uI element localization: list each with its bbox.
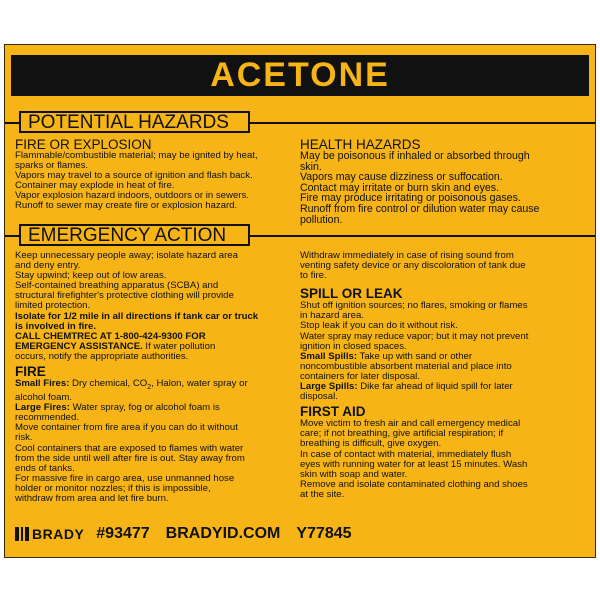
health-hazards-section xyxy=(300,138,592,225)
hazard-label xyxy=(4,44,596,558)
action-line: Self-contained breathing apparatus (SCBA) and xyxy=(15,280,219,292)
first-aid-heading: FIRST AID xyxy=(300,404,366,420)
spill-line: containers for later disposal. xyxy=(300,370,420,382)
first-aid-line: Remove and isolate contaminated clothing and shoes xyxy=(300,478,528,490)
action-line: Stay upwind; keep out of low areas. xyxy=(15,270,167,282)
first-aid-line: In case of contact with material, immediately flush xyxy=(300,448,512,460)
small-fires-line xyxy=(15,379,298,393)
emergency-left-column xyxy=(15,251,298,504)
first-aid-line: eyes with running water for at least 15 minutes. Wash xyxy=(300,458,528,470)
hazard-line: sparks or flames. xyxy=(15,160,89,172)
first-aid-line: Move victim to fresh air and call emergency medical xyxy=(300,418,521,430)
spill-line: Shut off ignition sources; no flares, smoking or flames xyxy=(300,300,528,312)
emergency-right-column xyxy=(300,251,592,500)
brand-name: BRADY xyxy=(32,526,85,542)
chemtrec-line: CALL CHEMTREC AT 1-800-424-9300 FOR xyxy=(15,330,206,342)
spill-line: ignition in closed spaces. xyxy=(300,340,407,352)
product-code: Y77845 xyxy=(296,525,352,542)
label-footer xyxy=(15,523,368,545)
health-line: Contact may irritate or burn skin and eyes. xyxy=(300,181,500,194)
large-fires-text: Water spray, fog or alcohol foam is xyxy=(69,402,220,414)
health-hazards-heading: HEALTH HAZARDS xyxy=(300,137,421,152)
health-line: skin. xyxy=(300,160,322,173)
fire-line: Cool containers that are exposed to flames with water xyxy=(15,442,244,454)
spill-line: in hazard area. xyxy=(300,310,364,322)
spill-line: Stop leak if you can do it without risk. xyxy=(300,320,458,332)
small-fires-text: Dry chemical, CO xyxy=(69,378,148,390)
fire-line: risk. xyxy=(15,432,33,444)
large-spills-line: disposal. xyxy=(300,391,338,403)
health-line: Vapors may cause dizziness or suffocation. xyxy=(300,171,503,184)
large-spills-label: Large Spills: xyxy=(300,381,358,393)
spill-line: Water spray may reduce vapor; but it may not prevent xyxy=(300,330,529,342)
fire-heading: FIRE xyxy=(15,364,46,380)
health-line: Fire may produce irritating or poisonous gases. xyxy=(300,192,521,205)
large-spills-line xyxy=(300,382,592,392)
large-fires-line: recommended. xyxy=(15,412,79,424)
first-aid-line: skin with soap and water. xyxy=(300,468,408,480)
emergency-action-heading: EMERGENCY ACTION xyxy=(19,224,250,246)
health-line: May be poisonous if inhaled or absorbed through xyxy=(300,150,530,162)
small-fires-text: , Halon, water spray or xyxy=(151,378,248,390)
health-line: Runoff from fire control or dilution water may cause xyxy=(300,202,540,215)
hazard-line: Flammable/combustible material; may be ignited by heat, xyxy=(15,150,258,161)
fire-line: withdraw from area and let fire burn. xyxy=(15,492,169,504)
potential-hazards-heading: POTENTIAL HAZARDS xyxy=(19,111,250,133)
fire-line: from the side until well after fire is out. Stay away from xyxy=(15,452,245,464)
fire-line: For massive fire in cargo area, use unmanned hose xyxy=(15,472,235,484)
spill-or-leak-heading: SPILL OR LEAK xyxy=(300,286,403,302)
large-fires-label: Large Fires: xyxy=(15,402,70,414)
action-line: Keep unnecessary people away; isolate hazard area xyxy=(15,250,238,261)
large-spills-text: Dike far ahead of liquid spill for later xyxy=(357,381,513,393)
action-line: limited protection. xyxy=(15,300,91,312)
part-number: #93477 xyxy=(96,525,150,542)
first-aid-line: at the site. xyxy=(300,488,345,500)
small-fires-line: alcohol foam. xyxy=(15,392,73,404)
spill-line: noncombustible absorbent material and place into xyxy=(300,360,512,372)
first-aid-line: breathing is difficult, give oxygen. xyxy=(300,438,442,450)
small-fires-label: Small Fires: xyxy=(15,378,70,390)
fire-line: Move container from fire area if you can do it without xyxy=(15,422,238,434)
chemical-title: ACETONE xyxy=(11,55,589,96)
withdraw-line: venting safety device or any discoloration of tank due xyxy=(300,260,526,272)
brady-logo xyxy=(15,526,84,542)
hazard-line: Vapors may travel to a source of ignition and flash back. xyxy=(15,170,253,182)
fire-or-explosion-section xyxy=(15,138,297,212)
fire-line: holder or monitor nozzles; if this is impossible, xyxy=(15,482,211,494)
action-line: and deny entry. xyxy=(15,260,81,272)
fire-or-explosion-heading: FIRE OR EXPLOSION xyxy=(15,137,152,152)
withdraw-line: Withdraw immediately in case of rising sound from xyxy=(300,250,514,261)
website: BRADYID.COM xyxy=(165,525,281,542)
withdraw-line: to fire. xyxy=(300,270,327,282)
small-spills-text: Take up with sand or other xyxy=(357,350,473,362)
first-aid-line: care; if not breathing, give artificial respiration; if xyxy=(300,428,504,440)
hazard-line: Vapor explosion hazard indoors, outdoors or in sewers. xyxy=(15,190,249,202)
action-line: structural firefighter's protective clothing will provide xyxy=(15,290,234,302)
chemtrec-line: occurs, notify the appropriate authorities. xyxy=(15,350,189,362)
small-fires-subscript: 2 xyxy=(147,383,152,391)
hazard-line: Container may explode in heat of fire. xyxy=(15,180,175,192)
isolate-line: is involved in fire. xyxy=(15,320,97,332)
isolate-line: Isolate for 1/2 mile in all directions if tank car or truck xyxy=(15,310,259,322)
chemtrec-bold: EMERGENCY ASSISTANCE. xyxy=(15,340,143,352)
brady-mark-icon xyxy=(15,527,29,541)
chemtrec-rest: If water pollution xyxy=(142,340,216,352)
small-spills-label: Small Spills: xyxy=(300,350,358,362)
fire-line: ends of tanks. xyxy=(15,462,75,474)
hazard-line: Runoff to sewer may create fire or explosion hazard. xyxy=(15,200,238,212)
health-line: pollution. xyxy=(300,213,343,226)
